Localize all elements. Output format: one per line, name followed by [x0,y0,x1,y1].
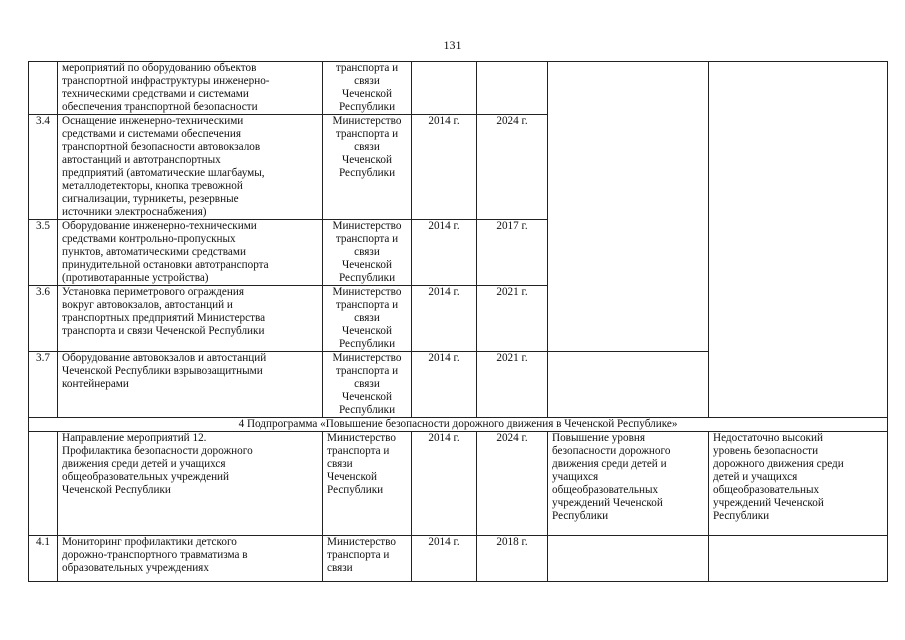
consequence: Недостаточно высокий уровень безопасности дорожного движения среди детей и учащихся общеобразовательных учреждений Чеченской Республики [709,432,888,536]
row-number: 3.6 [29,286,58,352]
executor: Министерство транспорта и связи Чеченской Республики [323,220,412,286]
end-year: 2024 г. [477,115,548,220]
start-year: 2014 г. [412,352,477,418]
table-row [29,432,888,536]
executor: Министерство транспорта и связи Чеченской Республики [323,432,412,536]
executor: Министерство транспорта и связи [323,536,412,582]
row-number: 3.4 [29,115,58,220]
measure-name: Мониторинг профилактики детского дорожно-транспортного травматизма в образовательных учреждениях [58,536,323,582]
row-number [29,62,58,115]
end-year: 2018 г. [477,536,548,582]
consequence [709,62,888,418]
measure-name: Установка периметрового ограждения вокруг автовокзалов, автостанций и транспортных предприятий Министерства транспорта и связи Чеченской Республики [58,286,323,352]
end-year: 2021 г. [477,286,548,352]
end-year [477,62,548,115]
end-year: 2017 г. [477,220,548,286]
row-number: 4.1 [29,536,58,582]
start-year: 2014 г. [412,220,477,286]
executor: Министерство транспорта и связи Чеченской Республики [323,115,412,220]
row-number: 3.5 [29,220,58,286]
measure-name: Оборудование инженерно-техническими средствами контрольно-пропускных пунктов, автоматическими средствами принудительной остановки автотранспорта (противотаранные устройства) [58,220,323,286]
measure-name: Оборудование автовокзалов и автостанций Чеченской Республики взрывозащитными контейнерами [58,352,323,418]
end-year: 2024 г. [477,432,548,536]
program-table [28,61,888,582]
executor: Министерство транспорта и связи Чеченской Республики [323,286,412,352]
measure-name: Направление мероприятий 12. Профилактика безопасности дорожного движения среди детей и учащихся общеобразовательных учреждений Чеченской Республики [58,432,323,536]
start-year: 2014 г. [412,286,477,352]
subprogram-heading: 4 Подпрограмма «Повышение безопасности дорожного движения в Чеченской Республике» [29,418,888,432]
start-year: 2014 г. [412,115,477,220]
expected-result: Повышение уровня безопасности дорожного движения среди детей и учащихся общеобразовательных учреждений Чеченской Республики [548,432,709,536]
consequence [709,536,888,582]
expected-result [548,62,709,352]
executor: Министерство транспорта и связи Чеченской Республики [323,352,412,418]
table-row [29,536,888,582]
start-year: 2014 г. [412,432,477,536]
measure-name: мероприятий по оборудованию объектов транспортной инфраструктуры инженерно- техническими средствами и системами обеспечения транспортной безопасности [58,62,323,115]
row-number [29,432,58,536]
table-row [29,62,888,115]
section-row [29,418,888,432]
start-year [412,62,477,115]
executor: транспорта и связи Чеченской Республики [323,62,412,115]
expected-result [548,536,709,582]
page-number: 131 [443,38,462,52]
end-year: 2021 г. [477,352,548,418]
start-year: 2014 г. [412,536,477,582]
row-number: 3.7 [29,352,58,418]
measure-name: Оснащение инженерно-техническими средствами и системами обеспечения транспортной безопасности автовокзалов автостанций и автотранспортных предприятий (автоматические шлагбаумы, металлодетекторы, кнопка тревожной сигнализации, турникеты, резервные источники электроснабжения) [58,115,323,220]
expected-result [548,352,709,418]
